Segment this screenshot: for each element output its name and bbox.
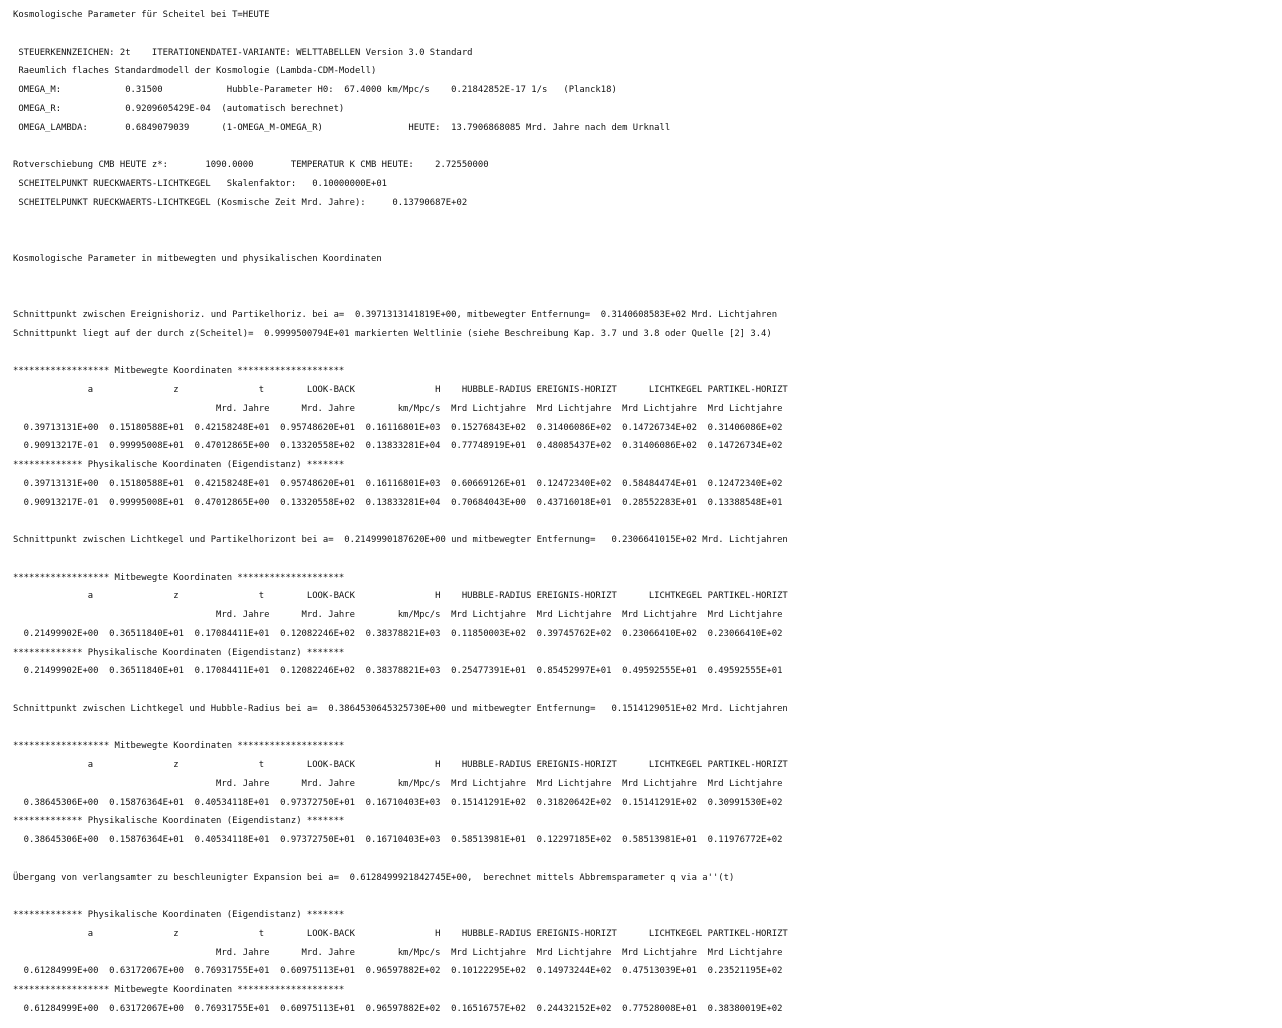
text-line: 0.39713131E+00 0.15180588E+01 0.42158248E+01 0.95748620E+01 0.16116801E+03 0.60669126E+01 0.12472340E+02 0.58484474E+01 0.12472340E+02 (13, 478, 783, 489)
text-line: Kosmologische Parameter für Scheitel bei T=HEUTE (13, 10, 270, 20)
text-line: a z t LOOK-BACK H HUBBLE-RADIUS EREIGNIS-HORIZT LICHTKEGEL PARTIKEL-HORIZT (13, 385, 788, 395)
text-line: Schnittpunkt liegt auf der durch z(Scheitel)= 0.9999500794E+01 markierten Weltlinie (siehe Beschreibung Kap. 3.7 und 3.8 oder Quelle [2] 3.4) (13, 328, 772, 339)
text-line (13, 512, 1282, 531)
text-line: Mrd. Jahre Mrd. Jahre km/Mpc/s Mrd Lichtjahre Mrd Lichtjahre Mrd Lichtjahre Mrd Lichtjahre (13, 610, 783, 620)
text-line: STEUERKENNZEICHEN: 2t ITERATIONENDATEI-VARIANTE: WELTTABELLEN Version 3.0 Standard (13, 47, 473, 58)
text-line (13, 269, 1282, 288)
text-line: 0.21499902E+00 0.36511840E+01 0.17084411E+01 0.12082246E+02 0.38378821E+03 0.11850003E+02 0.39745762E+02 0.23066410E+02 0.23066410E+02 (13, 628, 783, 639)
text-line: Mrd. Jahre Mrd. Jahre km/Mpc/s Mrd Lichtjahre Mrd Lichtjahre Mrd Lichtjahre Mrd Lichtjahre (13, 778, 783, 789)
text-line: 0.90913217E-01 0.99995008E+01 0.47012865E+00 0.13320558E+02 0.13833281E+04 0.77748919E+01 0.48085437E+02 0.31406086E+02 0.14726734E+02 (13, 441, 783, 452)
text-line: 0.61284999E+00 0.63172067E+00 0.76931755E+01 0.60975113E+01 0.96597882E+02 0.16516757E+02 0.24432152E+02 0.77528008E+01 0.38380019E+02 (13, 1003, 783, 1014)
text-line: Mrd. Jahre Mrd. Jahre km/Mpc/s Mrd Lichtjahre Mrd Lichtjahre Mrd Lichtjahre Mrd Lichtjahre (13, 947, 783, 958)
text-line: Mrd. Jahre Mrd. Jahre km/Mpc/s Mrd Lichtjahre Mrd Lichtjahre Mrd Lichtjahre Mrd Lichtjahre (13, 403, 783, 414)
text-line: OMEGA_R: 0.9209605429E-04 (automatisch berechnet) (13, 103, 345, 114)
text-line: SCHEITELPUNKT RUECKWAERTS-LICHTKEGEL (Kosmische Zeit Mrd. Jahre): 0.13790687E+02 (13, 197, 468, 208)
text-line: 0.90913217E-01 0.99995008E+01 0.47012865E+00 0.13320558E+02 0.13833281E+04 0.70684043E+00 0.43716018E+01 0.28552283E+01 0.13388548E+01 (13, 497, 783, 508)
text-line: ****************** Mitbewegte Koordinaten ******************** (13, 985, 345, 995)
text-line: a z t LOOK-BACK H HUBBLE-RADIUS EREIGNIS-HORIZT LICHTKEGEL PARTIKEL-HORIZT (13, 760, 788, 770)
text-line (13, 344, 1282, 363)
text-line (13, 287, 1282, 306)
text-line: a z t LOOK-BACK H HUBBLE-RADIUS EREIGNIS-HORIZT LICHTKEGEL PARTIKEL-HORIZT (13, 591, 788, 602)
text-line: ************* Physikalische Koordinaten (Eigendistanz) ******* (13, 910, 345, 920)
text-line: 0.38645306E+00 0.15876364E+01 0.40534118E+01 0.97372750E+01 0.16710403E+03 0.58513981E+01 0.12297185E+02 0.58513981E+01 0.11976772E+02 (13, 835, 783, 845)
text-line: 0.38645306E+00 0.15876364E+01 0.40534118E+01 0.97372750E+01 0.16710403E+03 0.15141291E+02 0.31820642E+02 0.15141291E+02 0.30991530E+02 (13, 797, 783, 808)
text-line: Kosmologische Parameter in mitbewegten und physikalischen Koordinaten (13, 253, 382, 264)
text-line: Rotverschiebung CMB HEUTE z*: 1090.0000 TEMPERATUR K CMB HEUTE: 2.72550000 (13, 160, 489, 170)
text-line: OMEGA_M: 0.31500 Hubble-Parameter H0: 67.4000 km/Mpc/s 0.21842852E-17 1/s (Planck18) (13, 85, 617, 95)
text-line: Schnittpunkt zwischen Lichtkegel und Partikelhorizont bei a= 0.2149990187620E+00 und mitbewegter Entfernung= 0.2306641015E+02 Mrd. Lichtjahren (13, 535, 788, 545)
text-line: ************* Physikalische Koordinaten (Eigendistanz) ******* (13, 460, 345, 470)
text-line: Raeumlich flaches Standardmodell der Kosmologie (Lambda-CDM-Modell) (13, 66, 377, 77)
text-line: SCHEITELPUNKT RUECKWAERTS-LICHTKEGEL Skalenfaktor: 0.10000000E+01 (13, 178, 388, 189)
text-line (13, 212, 1282, 231)
text-line (13, 25, 1282, 44)
text-line: 0.61284999E+00 0.63172067E+00 0.76931755E+01 0.60975113E+01 0.96597882E+02 0.10122295E+02 0.14973244E+02 0.47513039E+01 0.23521195E+02 (13, 966, 783, 977)
text-line: OMEGA_LAMBDA: 0.6849079039 (1-OMEGA_M-OMEGA_R) HEUTE: 13.7906868085 Mrd. Jahre nach dem Urknall (13, 122, 671, 133)
text-line: 0.21499902E+00 0.36511840E+01 0.17084411E+01 0.12082246E+02 0.38378821E+03 0.25477391E+01 0.85452997E+01 0.49592555E+01 0.49592555E+01 (13, 666, 783, 677)
text-line: ****************** Mitbewegte Koordinaten ******************** (13, 741, 345, 752)
text-line: ************* Physikalische Koordinaten (Eigendistanz) ******* (13, 647, 345, 658)
text-line (13, 231, 1282, 250)
text-line (13, 681, 1282, 700)
text-line (13, 719, 1282, 738)
text-line: ************* Physikalische Koordinaten (Eigendistanz) ******* (13, 816, 345, 827)
text-line: Übergang von verlangsamter zu beschleunigter Expansion bei a= 0.6128499921842745E+00, berechnet mittels Abbremsparameter q via a''(t) (13, 872, 735, 883)
text-line (13, 887, 1282, 906)
text-line (13, 850, 1282, 869)
text-line: 0.39713131E+00 0.15180588E+01 0.42158248E+01 0.95748620E+01 0.16116801E+03 0.15276843E+02 0.31406086E+02 0.14726734E+02 0.31406086E+02 (13, 422, 783, 433)
text-line: ****************** Mitbewegte Koordinaten ******************** (13, 366, 345, 377)
text-line (13, 137, 1282, 156)
text-line: ****************** Mitbewegte Koordinaten ******************** (13, 572, 345, 583)
text-line: Schnittpunkt zwischen Lichtkegel und Hubble-Radius bei a= 0.3864530645325730E+00 und mitbewegter Entfernung= 0.1514129051E+02 Mrd. Lichtjahren (13, 703, 788, 714)
text-line (13, 550, 1282, 569)
text-line: Schnittpunkt zwischen Ereignishoriz. und Partikelhoriz. bei a= 0.3971313141819E+00, mitbewegter Entfernung= 0.3140608583E+02 Mrd. Lichtjahren (13, 310, 778, 320)
text-line: a z t LOOK-BACK H HUBBLE-RADIUS EREIGNIS-HORIZT LICHTKEGEL PARTIKEL-HORIZT (13, 928, 788, 939)
